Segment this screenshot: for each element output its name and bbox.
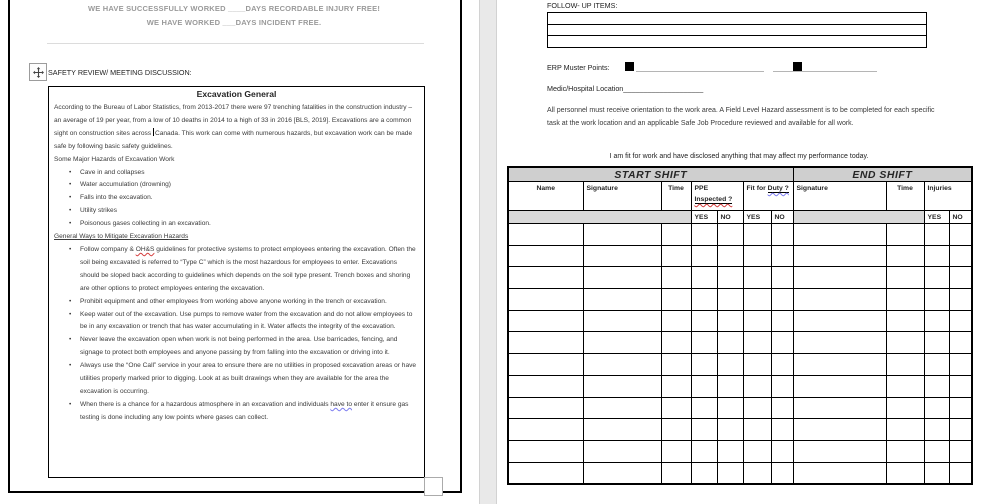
shift-header-row <box>508 167 972 182</box>
signin-cell[interactable] <box>793 224 886 246</box>
signin-cell[interactable] <box>924 440 949 462</box>
gray-spacer-end <box>793 211 924 224</box>
followup-items-label: FOLLOW- UP ITEMS: <box>547 1 618 10</box>
table-move-handle[interactable] <box>29 63 47 81</box>
signin-cell[interactable] <box>661 419 691 441</box>
signin-cell[interactable] <box>924 397 949 419</box>
bullet-marker: • <box>69 194 72 202</box>
ppe-no-label: NO <box>717 211 743 224</box>
signin-cell[interactable] <box>924 332 949 354</box>
signin-cell[interactable] <box>771 332 793 354</box>
signin-cell[interactable] <box>793 462 886 484</box>
bullet-marker: • <box>69 220 72 228</box>
col-fit-for-duty <box>743 182 793 211</box>
start-shift-header: START SHIFT <box>508 167 793 182</box>
signin-cell[interactable] <box>691 354 717 376</box>
signin-cell[interactable] <box>924 267 949 289</box>
injuries-yes-label: YES <box>924 211 949 224</box>
signin-cell[interactable] <box>508 354 583 376</box>
signin-cell[interactable] <box>886 354 924 376</box>
signin-row <box>508 310 972 332</box>
textbox-bullet[interactable]: • Water accumulation (drowning) <box>54 179 419 192</box>
col-name: Name <box>508 182 583 211</box>
signin-cell[interactable] <box>661 267 691 289</box>
signin-cell[interactable] <box>771 397 793 419</box>
signin-cell[interactable] <box>886 332 924 354</box>
signin-cell[interactable] <box>508 462 583 484</box>
move-arrows-icon <box>33 67 44 78</box>
col-time: Time <box>661 182 691 211</box>
signin-cell[interactable] <box>583 310 661 332</box>
erp-muster-marker-1 <box>625 62 634 71</box>
medic-hospital-label[interactable]: Medic/Hospital Location____________________ <box>547 84 704 93</box>
signin-cell[interactable] <box>583 462 661 484</box>
signin-cell[interactable] <box>583 224 661 246</box>
signin-cell[interactable] <box>583 267 661 289</box>
signin-cell[interactable] <box>924 245 949 267</box>
bullet-marker: • <box>69 297 72 305</box>
signin-cell[interactable] <box>661 440 691 462</box>
signin-cell[interactable] <box>661 245 691 267</box>
signin-cell[interactable] <box>691 419 717 441</box>
signin-cell[interactable] <box>743 224 771 246</box>
signin-cell[interactable] <box>924 310 949 332</box>
signin-cell[interactable] <box>691 332 717 354</box>
erp-muster-blank-2[interactable] <box>773 71 877 72</box>
signin-cell[interactable] <box>508 397 583 419</box>
page-border-left <box>8 0 10 493</box>
col-signature: Signature <box>583 182 661 211</box>
signin-cell[interactable] <box>661 375 691 397</box>
signin-cell[interactable] <box>771 462 793 484</box>
signin-row <box>508 440 972 462</box>
signin-cell[interactable] <box>583 332 661 354</box>
signin-cell[interactable] <box>793 245 886 267</box>
textbox-bullet[interactable]: • Never leave the excavation open when work is not being performed in the area. Use barricades, fencing, and signage to protect both employees and anyone passing by from falling into the excavation or driving into it. <box>54 334 419 360</box>
signin-cell[interactable] <box>583 354 661 376</box>
textbox-resize-handle[interactable] <box>424 477 443 496</box>
signin-cell[interactable] <box>583 397 661 419</box>
signin-cell[interactable] <box>717 224 743 246</box>
bullet-marker: • <box>69 310 72 318</box>
signin-cell[interactable] <box>949 245 972 267</box>
page-border-bottom <box>8 491 462 493</box>
signin-cell[interactable] <box>743 310 771 332</box>
signin-cell[interactable] <box>924 419 949 441</box>
signin-cell[interactable] <box>771 419 793 441</box>
textbox-bullet[interactable]: • Falls into the excavation. <box>54 192 419 205</box>
page-header <box>8 2 460 30</box>
signin-cell[interactable] <box>691 462 717 484</box>
followup-cell[interactable] <box>548 13 927 25</box>
signin-cell[interactable] <box>949 354 972 376</box>
signin-cell[interactable] <box>771 354 793 376</box>
signin-cell[interactable] <box>717 354 743 376</box>
ppe-inspected-label: Inspected ? <box>694 196 733 203</box>
signin-cell[interactable] <box>743 289 771 311</box>
signin-row <box>508 245 972 267</box>
section-label: SAFETY REVIEW/ MEETING DISCUSSION: <box>48 68 192 77</box>
signin-row <box>508 354 972 376</box>
signin-cell[interactable] <box>924 354 949 376</box>
signin-cell[interactable] <box>583 289 661 311</box>
signin-cell[interactable] <box>691 289 717 311</box>
signin-cell[interactable] <box>771 245 793 267</box>
signin-cell[interactable] <box>743 397 771 419</box>
textbox-paragraph[interactable]: According to the Bureau of Labor Statistics, from 2013-2017 there were 97 trenching fatalities in the construction industry – an average of 19 per year, from a low of 10 deaths in 2014 to a high of 33 in 2016 [BLS, 2019]. Excavations are a common sight on construction sites across Canada. This work can come with numerous hazards, but excavation work can be made safe by following basic safety guidelines. <box>54 104 413 150</box>
erp-muster-blank-1[interactable] <box>636 71 764 72</box>
signin-cell[interactable] <box>717 397 743 419</box>
signin-cell[interactable] <box>793 289 886 311</box>
bullet-marker: • <box>69 362 72 370</box>
col-end-signature: Signature <box>793 182 886 211</box>
ppe-yes-label: YES <box>691 211 717 224</box>
gray-spacer-start <box>508 211 691 224</box>
signin-row <box>508 224 972 246</box>
ppe-label: PPE <box>694 185 709 192</box>
textbox-bullet[interactable]: • Cave in and collapses <box>54 167 419 180</box>
followup-cell[interactable] <box>548 36 927 48</box>
header-separator <box>47 43 424 44</box>
signin-cell[interactable] <box>583 375 661 397</box>
signin-cell[interactable] <box>717 245 743 267</box>
discussion-textbox[interactable] <box>48 86 425 478</box>
signin-cell[interactable] <box>717 332 743 354</box>
erp-muster-label: ERP Muster Points: <box>547 63 610 72</box>
signin-cell[interactable] <box>661 289 691 311</box>
injuries-no-label: NO <box>949 211 972 224</box>
page-right <box>497 0 983 504</box>
signin-cell[interactable] <box>793 419 886 441</box>
signin-row <box>508 462 972 484</box>
signin-cell[interactable] <box>949 462 972 484</box>
signin-cell[interactable] <box>691 440 717 462</box>
signin-cell[interactable] <box>508 289 583 311</box>
signin-cell[interactable] <box>949 440 972 462</box>
signin-cell[interactable] <box>508 310 583 332</box>
followup-row <box>548 36 927 48</box>
signin-cell[interactable] <box>793 440 886 462</box>
textbox-bullet[interactable]: • Follow company & OH&S guidelines for protective systems to protect employees entering the excavation. Often the soil being excavated is referred to “Type C” which is the most hazardous for employees to enter. Excavations should be sloped back according to guidelines which depends on the soil type present. Trench boxes and shoring are other options to protect employees entering the excavation. <box>54 244 419 296</box>
page-left <box>0 0 479 504</box>
signin-cell[interactable] <box>743 462 771 484</box>
signin-row <box>508 397 972 419</box>
bullet-marker: • <box>69 245 72 253</box>
signin-cell[interactable] <box>793 267 886 289</box>
textbox-title[interactable]: Excavation General <box>196 89 277 99</box>
signin-cell[interactable] <box>949 397 972 419</box>
signin-cell[interactable] <box>886 375 924 397</box>
col-ppe-inspected <box>691 182 743 211</box>
signin-cell[interactable] <box>886 462 924 484</box>
signin-cell[interactable] <box>743 440 771 462</box>
signin-cell[interactable] <box>661 332 691 354</box>
end-shift-header: END SHIFT <box>793 167 972 182</box>
signin-cell[interactable] <box>793 310 886 332</box>
signin-row <box>508 419 972 441</box>
signin-cell[interactable] <box>949 289 972 311</box>
signin-cell[interactable] <box>886 289 924 311</box>
bullet-marker: • <box>69 207 72 215</box>
signin-cell[interactable] <box>771 375 793 397</box>
signin-cell[interactable] <box>508 332 583 354</box>
signin-cell[interactable] <box>924 224 949 246</box>
signin-cell[interactable] <box>508 245 583 267</box>
signin-cell[interactable] <box>949 332 972 354</box>
signin-cell[interactable] <box>793 375 886 397</box>
textbox-content[interactable] <box>54 102 419 425</box>
grammarcheck-word: have to <box>330 400 352 408</box>
bullet-marker: • <box>69 400 72 408</box>
signin-cell[interactable] <box>793 354 886 376</box>
signin-cell[interactable] <box>743 354 771 376</box>
signin-cell[interactable] <box>717 462 743 484</box>
signin-cell[interactable] <box>583 440 661 462</box>
signin-cell[interactable] <box>717 440 743 462</box>
signin-cell[interactable] <box>661 462 691 484</box>
col-injuries: Injuries <box>924 182 972 211</box>
signin-cell[interactable] <box>793 397 886 419</box>
signin-cell[interactable] <box>771 224 793 246</box>
signin-cell[interactable] <box>771 267 793 289</box>
signin-cell[interactable] <box>886 397 924 419</box>
signin-cell[interactable] <box>886 310 924 332</box>
signin-cell[interactable] <box>691 397 717 419</box>
page-gap <box>479 0 497 504</box>
textbox-bullet[interactable]: • Prohibit equipment and other employees from working above anyone working in the trench or excavation. <box>54 296 419 309</box>
signin-cell[interactable] <box>886 440 924 462</box>
textbox-paragraph[interactable]: Some Major Hazards of Excavation Work <box>54 155 175 163</box>
page-border-right <box>460 0 462 493</box>
signin-row <box>508 332 972 354</box>
signin-cell[interactable] <box>771 289 793 311</box>
signin-cell[interactable] <box>691 245 717 267</box>
textbox-bullet[interactable]: • Utility strikes <box>54 205 419 218</box>
signin-cell[interactable] <box>743 245 771 267</box>
signin-cell[interactable] <box>508 224 583 246</box>
bullet-marker: • <box>69 168 72 176</box>
followup-items-table <box>547 12 927 48</box>
textbox-bullet[interactable]: • When there is a chance for a hazardous atmosphere in an excavation and individuals have to enter it ensure gas testing is done including any low points where gases can collect. <box>54 399 419 425</box>
signin-cell[interactable] <box>717 375 743 397</box>
col-end-time: Time <box>886 182 924 211</box>
signin-cell[interactable] <box>949 224 972 246</box>
signin-cell[interactable] <box>508 419 583 441</box>
signin-cell[interactable] <box>661 224 691 246</box>
signin-row <box>508 289 972 311</box>
signin-cell[interactable] <box>661 310 691 332</box>
followup-row <box>548 24 927 36</box>
signin-cell[interactable] <box>886 245 924 267</box>
signin-cell[interactable] <box>508 267 583 289</box>
signin-cell[interactable] <box>949 419 972 441</box>
signin-cell[interactable] <box>743 419 771 441</box>
fit-for-label: Fit for <box>746 185 768 192</box>
signin-cell[interactable] <box>508 440 583 462</box>
textbox-paragraph[interactable]: General Ways to Mitigate Excavation Hazards <box>54 233 189 241</box>
followup-cell[interactable] <box>548 24 927 36</box>
signin-cell[interactable] <box>717 419 743 441</box>
spellcheck-word: OH&S <box>135 245 155 253</box>
text-cursor-word: Canada <box>154 129 179 137</box>
signin-cell[interactable] <box>691 224 717 246</box>
signin-cell[interactable] <box>949 310 972 332</box>
signin-cell[interactable] <box>743 267 771 289</box>
duty-label: Duty ? <box>767 185 789 192</box>
signin-cell[interactable] <box>691 310 717 332</box>
signin-cell[interactable] <box>717 267 743 289</box>
signin-cell[interactable] <box>583 419 661 441</box>
bullet-marker: • <box>69 181 72 189</box>
signin-row <box>508 267 972 289</box>
textbox-bullet[interactable]: • Always use the “One Call” service in your area to ensure there are no utilities in proposed excavation areas or have utilities properly marked prior to digging. Look at as built drawings when they are available for the area the excavation is occurring. <box>54 360 419 399</box>
signin-row <box>508 375 972 397</box>
textbox-bullet[interactable]: • Poisonous gases collecting in an excavation. <box>54 218 419 231</box>
textbox-bullet[interactable]: • Keep water out of the excavation. Use pumps to remove water from the excavation and do not allow employees to be in any excavation or trench that has water accumulating in it. Water affects the integrity of the excavation. <box>54 309 419 335</box>
bullet-marker: • <box>69 336 72 344</box>
signin-cell[interactable] <box>717 289 743 311</box>
signin-cell[interactable] <box>508 375 583 397</box>
signin-cell[interactable] <box>771 310 793 332</box>
signin-cell[interactable] <box>717 310 743 332</box>
signin-cell[interactable] <box>886 419 924 441</box>
header-recordable-line: WE HAVE SUCCESSFULLY WORKED ____DAYS RECORDABLE INJURY FREE! <box>87 4 381 13</box>
signin-cell[interactable] <box>661 354 691 376</box>
orientation-paragraph: All personnel must receive orientation to the work area. A Field Level Hazard assessment is to be completed for each specific task at the work location and an applicable Safe Job Procedure reviewed and available for all work. <box>547 107 935 127</box>
followup-row <box>548 13 927 25</box>
signin-cell[interactable] <box>886 267 924 289</box>
signin-table <box>507 166 973 485</box>
signin-cell[interactable] <box>886 224 924 246</box>
signin-cell[interactable] <box>949 375 972 397</box>
signin-cell[interactable] <box>583 245 661 267</box>
signin-cell[interactable] <box>691 375 717 397</box>
erp-muster-marker-2 <box>793 62 802 71</box>
header-incident-line: WE HAVE WORKED ___DAYS INCIDENT FREE. <box>146 18 322 27</box>
fit-yes-label: YES <box>743 211 771 224</box>
signin-cell[interactable] <box>924 462 949 484</box>
signin-cell[interactable] <box>793 332 886 354</box>
fit-no-label: NO <box>771 211 793 224</box>
column-header-row <box>508 182 972 211</box>
fit-for-work-statement: I am fit for work and have disclosed anything that may affect my performance today. <box>609 153 869 160</box>
signin-cell[interactable] <box>691 267 717 289</box>
signin-cell[interactable] <box>924 375 949 397</box>
signin-cell[interactable] <box>743 332 771 354</box>
signin-cell[interactable] <box>743 375 771 397</box>
signin-cell[interactable] <box>949 267 972 289</box>
signin-cell[interactable] <box>771 440 793 462</box>
signin-cell[interactable] <box>661 397 691 419</box>
yes-no-header-row <box>508 211 972 224</box>
signin-cell[interactable] <box>924 289 949 311</box>
